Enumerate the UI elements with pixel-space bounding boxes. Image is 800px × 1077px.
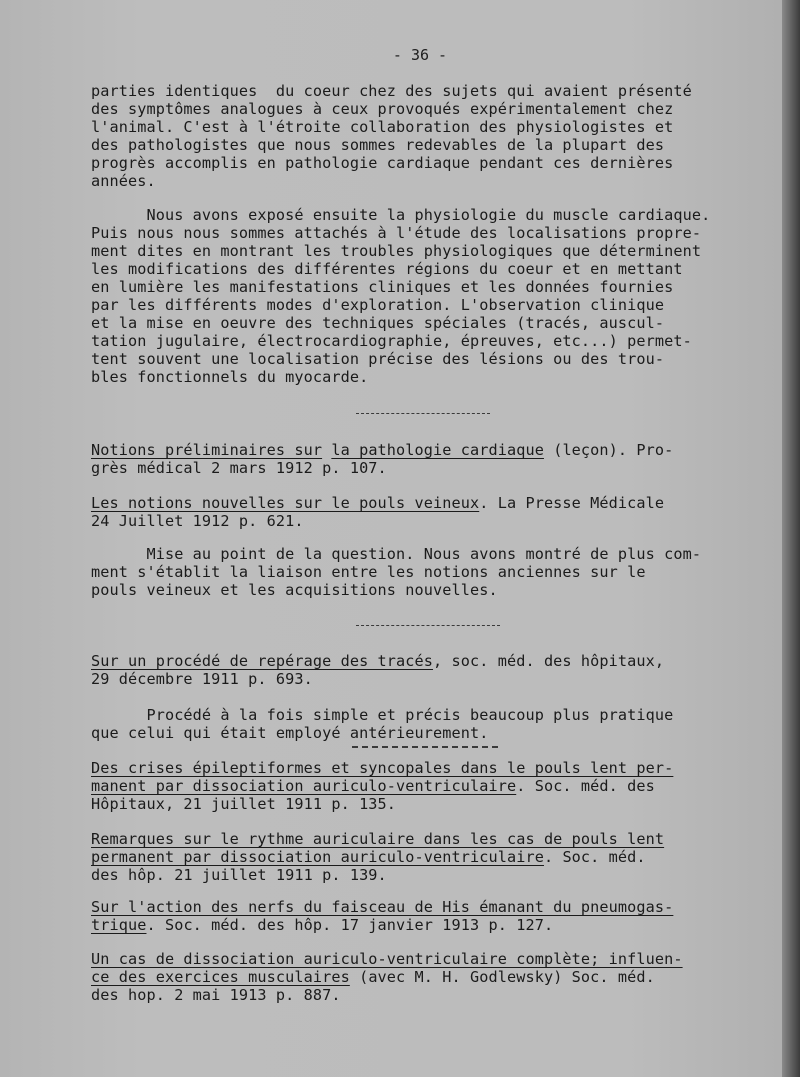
text-line: par les différents modes d'exploration. L'observation clinique (91, 296, 665, 314)
text-line (91, 830, 781, 848)
text-line (91, 441, 781, 459)
reference-source: . Soc. méd. des (516, 777, 655, 795)
section-divider (352, 746, 498, 748)
text-line: les modifications des différentes régions du coeur et en mettant (91, 260, 683, 278)
text-line: Puis nous nous sommes attachés à l'étude des localisations propre- (91, 224, 702, 242)
reference-source: . La Presse Médicale (479, 494, 665, 512)
reference-title: Des crises épileptiformes et syncopales dans le pouls lent per- (91, 759, 674, 777)
reference-title: Les notions nouvelles sur le pouls veineux (91, 494, 480, 512)
reference-source: , soc. méd. des hôpitaux, (433, 652, 665, 670)
text-line: des hop. 2 mai 1913 p. 887. (91, 986, 341, 1004)
text-line (91, 777, 781, 795)
text-line: pouls veineux et les acquisitions nouvelles. (91, 581, 498, 599)
paragraph-intro (91, 82, 781, 190)
text-line: ment s'établit la liaison entre les notions anciennes sur le (91, 563, 646, 581)
text-line: 24 Juillet 1912 p. 621. (91, 512, 304, 530)
reference-4 (91, 759, 781, 813)
reference-6 (91, 898, 781, 934)
text-line: ment dites en montrant les troubles physiologiques que déterminent (91, 242, 702, 260)
reference-title: Remarques sur le rythme auriculaire dans les cas de pouls lent (91, 830, 665, 848)
text-line: tation jugulaire, électrocardiographie, épreuves, etc...) permet- (91, 332, 692, 350)
text-line (91, 652, 781, 670)
text-line (91, 759, 781, 777)
reference-1 (91, 441, 781, 477)
reference-title: Un cas de dissociation auriculo-ventriculaire complète; influen- (91, 950, 683, 968)
text-line: des pathologistes que nous sommes redevables de la plupart des (91, 136, 665, 154)
reference-title: trique (91, 916, 147, 934)
text-line: des symptômes analogues à ceux provoqués expérimentalement chez (91, 100, 674, 118)
reference-source: (avec M. H. Godlewsky) Soc. méd. (349, 968, 655, 986)
text-line: parties identiques du coeur chez des sujets qui avaient présenté (91, 82, 692, 100)
text-line: et la mise en oeuvre des techniques spéciales (tracés, auscul- (91, 314, 665, 332)
text-line: années. (91, 172, 156, 190)
text-line: Mise au point de la question. Nous avons montré de plus com- (91, 545, 702, 563)
reference-title: Sur un procédé de repérage des tracés (91, 652, 434, 670)
reference-3-description (91, 706, 781, 742)
text-line: grès médical 2 mars 1912 p. 107. (91, 459, 387, 477)
reference-source: . Soc. méd. des hôp. 17 janvier 1913 p. 127. (146, 916, 554, 934)
reference-2 (91, 494, 781, 530)
text-line: progrès accomplis en pathologie cardiaque pendant ces dernières (91, 154, 674, 172)
reference-7 (91, 950, 781, 1004)
text-line (91, 950, 781, 968)
text-line: 29 décembre 1911 p. 693. (91, 670, 313, 688)
reference-5 (91, 830, 781, 884)
page-number: - 36 - (392, 46, 448, 64)
reference-title: manent par dissociation auriculo-ventriculaire (91, 777, 517, 795)
reference-2-description (91, 545, 781, 599)
reference-title: la pathologie cardiaque (331, 441, 544, 459)
text-line (91, 848, 781, 866)
text-line (91, 898, 781, 916)
text-line (91, 968, 781, 986)
text-line: que celui qui était employé antérieurement. (91, 724, 489, 742)
text-line: en lumière les manifestations cliniques et les données fournies (91, 278, 674, 296)
reference-source: . Soc. méd. (543, 848, 646, 866)
text-line: Hôpitaux, 21 juillet 1911 p. 135. (91, 795, 397, 813)
reference-3 (91, 652, 781, 688)
text-line: Nous avons exposé ensuite la physiologie du muscle cardiaque. (91, 206, 711, 224)
reference-source: (leçon). Pro- (543, 441, 674, 459)
text-line: l'animal. C'est à l'étroite collaboration des physiologistes et (91, 118, 674, 136)
text-line: Procédé à la fois simple et précis beaucoup plus pratique (91, 706, 674, 724)
reference-title: Sur l'action des nerfs du faisceau de His émanant du pneumogas- (91, 898, 674, 916)
section-divider (356, 413, 490, 414)
text-line: bles fonctionnels du myocarde. (91, 368, 369, 386)
text-line (91, 494, 781, 512)
reference-title: ce des exercices musculaires (91, 968, 350, 986)
text-line: des hôp. 21 juillet 1911 p. 139. (91, 866, 387, 884)
reference-title: Notions préliminaires sur (91, 441, 323, 459)
paragraph-summary (91, 206, 781, 386)
section-divider (356, 625, 500, 626)
reference-title: permanent par dissociation auriculo-ventriculaire (91, 848, 544, 866)
page-edge-shadow (782, 0, 800, 1077)
text-line: tent souvent une localisation précise des lésions ou des trou- (91, 350, 665, 368)
text-line (91, 916, 781, 934)
